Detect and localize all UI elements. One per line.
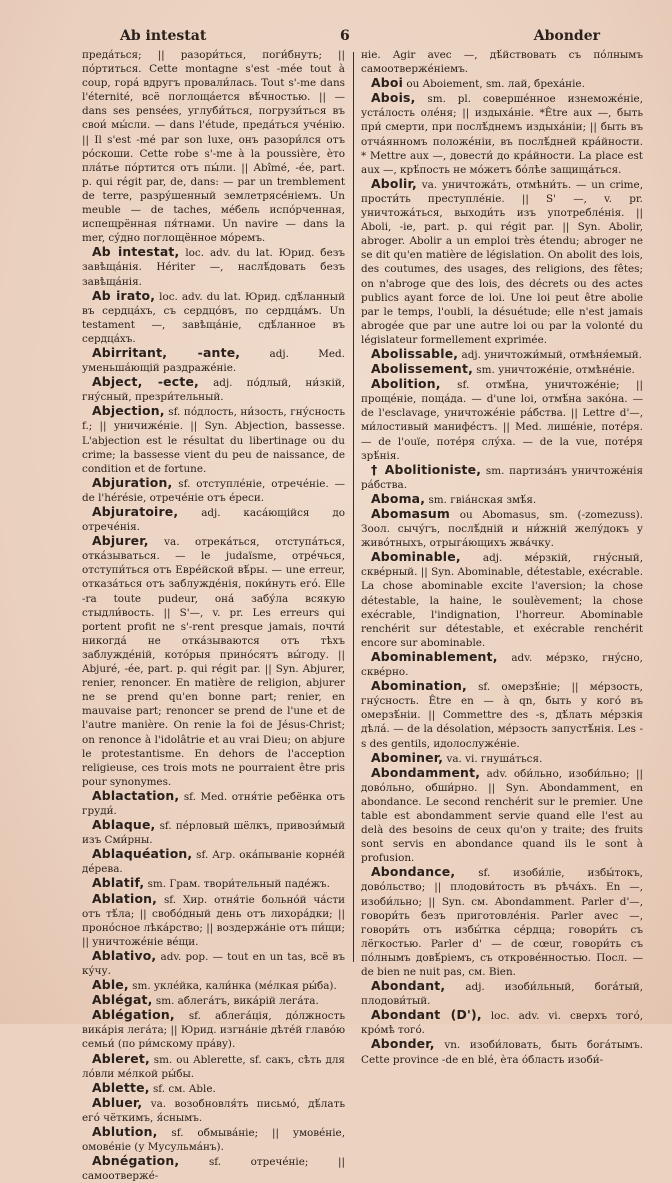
entry-definition: vn. изоби́ловать, быть богáтымъ. Cette province -de en blé, ѐта óбласть изоби́- — [361, 1039, 643, 1066]
entry-definition: adj. Med. уменьшáющiй раздражéнiе. — [82, 347, 345, 375]
entry-definition: adj. уничтожи́мый, отмѣня́емый. — [458, 348, 642, 361]
column-divider — [353, 52, 354, 962]
dictionary-entry — [82, 289, 345, 346]
dictionary-entry — [82, 1125, 345, 1154]
entry-headword: Abject, -ecte, — [92, 374, 199, 390]
entry-definition: sm. pl. совершéнное изнеможéнiе, устáлость олéня; || издыхáнiе. *Être aux —, быть при́ смерти, при послѣ́днемъ издыхáнiи; || быть въ отчáянномъ положéнiи, въ послѣ́дней крáйности. * Mettre aux —, довести́ до крáйности. La place est aux —, крѣ́пость не мóжетъ бóлѣе защищáться. — [361, 93, 643, 176]
entry-headword: Ablativo, — [92, 947, 157, 963]
entry-headword: Abolir, — [371, 175, 417, 191]
dictionary-entry — [361, 865, 643, 979]
entry-headword: Abondamment, — [371, 764, 481, 780]
entry-headword: Ablatif, — [92, 875, 145, 891]
dictionary-entry — [361, 766, 643, 866]
entry-definition: sm. гвiáнская змѣ́я. — [425, 493, 537, 506]
entry-headword: Abomination, — [371, 678, 467, 694]
dictionary-entry — [82, 375, 345, 404]
dictionary-entry — [82, 534, 345, 789]
dictionary-entry — [361, 1037, 643, 1066]
entry-headword: Abolition, — [371, 376, 441, 392]
entry-definition: adj. изоби́льный, богáтый, плодови́тый. — [361, 981, 643, 1008]
entry-definition: loc. adv. du lat. Юрид. безъ завѣщáнiя. Hériter —, наслѣ́довать безъ завѣщáнiя. — [82, 247, 345, 288]
entry-headword: Abirritant, -ante, — [92, 344, 241, 360]
entry-definition: adv. мéрзко, гну́сно, сквéрно. — [361, 651, 643, 679]
entry-definition: sf. омерзѣ́нiе; || мéрзость, гну́сность. Être en — à qn, быть у когó въ омерзѣ́нiи. || Commettre des -s, дѣ́лать мéрзкiя дѣлá. — de la désolation, мéрзость запустѣ́нiя. Les -s des gentils, идолослужéнiе. — [361, 681, 643, 750]
entry-headword: Abois, — [371, 90, 416, 106]
entry-definition: adj. касáющiйся до отречéнiя. — [82, 507, 345, 534]
dictionary-entry — [361, 492, 643, 507]
page-number: 6 — [340, 28, 350, 44]
entry-headword: Abondant, — [371, 978, 446, 994]
dictionary-entry — [82, 48, 345, 245]
entry-definition: нiе. Agir avec —, дѣ́йствовать съ пóлнымъ самоотвержéнiемъ. — [361, 49, 643, 76]
dictionary-entry — [82, 1154, 345, 1183]
entry-definition: va. уничтожáть, отмѣни́ть. — un crime, прости́ть преступлéнiе. || S' —, v. pr. уничтожáться, выходи́ть изъ употреблéнiя. || Aboli, -ie, part. p. qui régit par. || Syn. Abolir, abroger. Abolir a un emploi très étendu; abroger ne se dit qu'en matière de législation. On abolit des lois, des coutumes, des usages, des religions, des fêtes; on n'abroge que des lois, des décrets ou des actes publics ayant force de loi. Une loi peut être abolie par le temps, l'oubli, la désuétude; elle n'est jamais abrogée que par une autre loi ou par la volonté du législateur formellement exprimée. — [361, 178, 643, 346]
entry-headword: Ab irato, — [92, 287, 156, 303]
entry-definition: adj. пóдлый, ни́зкiй, гну́сный, презри́тельный. — [82, 377, 345, 404]
dictionary-entry — [82, 476, 345, 505]
entry-headword: Aboma, — [371, 490, 426, 506]
entry-headword: Able, — [92, 977, 129, 993]
entry-headword: Abnégation, — [92, 1153, 180, 1169]
entry-headword: Ablation, — [92, 890, 158, 906]
dictionary-entry — [361, 48, 643, 76]
entry-definition: adv. оби́льно, изоби́льно; || довóльно, обши́рно. || Syn. Abondamment, en abondance. Le second renchérit sur le premier. Une table est abondamment servie quand elle l'est au delà des besoins de ceux qu'on y traite; des fruits sont servis en abondance quand ils le sont à profusion. — [361, 767, 643, 865]
entry-headword: Ablaque, — [92, 817, 156, 833]
running-header — [80, 28, 640, 48]
dictionary-entry — [361, 1008, 643, 1037]
entry-headword: Abominable, — [371, 549, 461, 565]
entry-headword: Abominer, — [371, 749, 444, 765]
dictionary-entry — [361, 751, 643, 766]
entry-definition: sf. отмѣ́на, уничтожéнiе; || прощéнiе, пощáда. — d'une loi, отмѣ́на закóна. — de l'esclavage, уничтожéнiе рáбства. || Lettre d'—, ми́лостивый манифéстъ. || Med. лишéнiе, потéря. — de l'ouïe, потéря слу́ха. — de la vue, потéря зрѣ́нiя. — [361, 379, 643, 462]
entry-definition: sm. уничтожéнiе, отмѣнéнiе. — [473, 364, 635, 377]
entry-definition: sf. Хир. отня́тiе больнóй чáсти отъ тѣ́ла; || свобóдный день отъ лихорáдки; || пронóсное лѣкáрство; || воздержáнiе отъ пи́щи; || уничтожéнiе вéщи. — [82, 893, 345, 948]
dictionary-entry — [361, 550, 643, 650]
entry-headword: † Abolitioniste, — [371, 461, 482, 477]
dictionary-entry — [82, 1008, 345, 1051]
entry-definition: sf. Med. отня́тiе ребёнка отъ груди́. — [82, 790, 345, 817]
entry-headword: Ableret, — [92, 1050, 150, 1066]
entry-headword: Abjuration, — [92, 474, 173, 490]
entry-definition: sf. изоби́лiе, избы́токъ, довóльство; || плодови́тость въ рѣчáхъ. En —, изоби́льно; || Syn. см. Abondamment. Parler d'—, говори́ть безъ приготовлéнiя. Parler avec —, говори́ть отъ избы́тка сéрдца; говори́ть съ лёгкостью. Parler d' — de cœur, говори́ть съ пóлнымъ довѣ́рiемъ, съ откровéнностью. Посл. — de bien ne nuit pas, см. Bien. — [361, 867, 643, 978]
entry-definition: sm. аблегáтъ, викáрiй легáта. — [152, 995, 319, 1008]
entry-definition: sf. см. Able. — [149, 1082, 216, 1095]
entry-definition: sm. уклéйка, кали́нка (мéлкая ры́ба). — [128, 980, 337, 993]
entry-definition: sf. аблегáцiя, дóлжность викáрiя легáта; || Юрид. изгнáнiе дѣтéй главóю семьи́ (по ри́мскому прáву). — [82, 1010, 345, 1051]
entry-headword: Aboi — [371, 75, 404, 91]
dictionary-entry — [361, 979, 643, 1008]
dictionary-entry — [361, 177, 643, 347]
left-column — [82, 48, 345, 1183]
entry-definition: sm. Грам. твори́тельный падéжъ. — [144, 878, 330, 891]
entry-headword: Abjection, — [92, 403, 165, 419]
dictionary-entry — [82, 789, 345, 818]
entry-headword: Abjuratoire, — [92, 504, 179, 519]
entry-definition: предáться; || разори́ться, поги́бнуть; || пóртиться. Cette montagne s'est -mée tout à coup, горá вдругъ провали́лась. Tout s'-me dans l'éternité, всё поглощáется вѣ́чностью. || — dans ses pensées, углуби́ться, погрузи́ться въ свои́ мы́сли. — dans l'étude, предáться учéнiю. || Il s'est -mé par son luxe, онъ разори́лся отъ рóскоши. Cette robe s'-me à la poussière, ѐто плáтье пóртится отъ пы́ли. || Abîmé, -ée, part. p. qui régit par, de, dans: — par un tremblement de terre, разру́шенный землетрясéнiемъ. Un meuble — de taches, мéбель испóрченная, испещрённая пя́тнами. Un navire — dans la mer, су́дно поглощённое мóремъ. — [82, 49, 345, 245]
dictionary-entry — [361, 507, 643, 550]
dictionary-entry — [361, 76, 643, 91]
dictionary-entry — [361, 347, 643, 362]
entry-definition: sm. партизáнъ уничтожéнiя рáбства. — [361, 464, 643, 491]
dictionary-entry — [361, 463, 643, 492]
entry-headword: Ablégation, — [92, 1007, 175, 1023]
dictionary-entry — [82, 1081, 345, 1096]
entry-headword: Abomasum — [371, 506, 450, 521]
entry-definition: va. отрекáться, отступáться, откáзываться. — le judaïsme, отрéчься, отступи́ться отъ Еврéйской вѣ́ры. — une erreur, отказáться отъ заблуждéнiя, поки́нуть егó. Elle -ra toute pudeur, онá забу́ла всякую стыдли́вость. || S'—, v. pr. Les erreurs qui portent profit ne s'-rent presque jamais, почти́ никогдá не откáзываются отъ тѣхъ заблуждéнiй, котóрыя принóсятъ вы́году. || Abjuré, -ée, part. p. qui régit par. || Syn. Abjurer, renier, renoncer. En matière de religion, abjurer ne se prend qu'en bonne part; renier, en mauvaise part; renoncer se prend de l'une et de l'autre manière. On renie la foi de Jésus-Christ; on renonce à l'idolâtrie et au vrai Dieu; on abjure le protestantisme. En dehors de l'acception religieuse, ces trois mots ne pourraient être pris pour synonymes. — [82, 536, 345, 788]
dictionary-entry — [361, 377, 643, 463]
entry-definition: ou Abomasus, sm. (-zomezuss). Зоол. сычу́гъ, послѣ́днiй и ни́жнiй желу́докъ у живóтныхъ, отрыгáющихъ жвáчку. — [361, 509, 643, 550]
dictionary-entry — [82, 245, 345, 288]
entry-headword: Abominablement, — [371, 648, 498, 664]
entry-definition: sf. пéрловый шёлкъ, привози́мый изъ Сми́рны. — [82, 820, 345, 847]
dictionary-entry — [82, 818, 345, 847]
entry-headword: Ablution, — [92, 1124, 158, 1140]
right-column — [361, 48, 643, 1067]
entry-definition: loc. adv. du lat. Юрид. сдѣ́ланный въ сердцáхъ, съ сердцóвъ, по сердцáмъ. Un testament —, завѣщáнiе, сдѣ́ланное въ сердцáхъ. — [82, 290, 345, 345]
entry-definition: va. vi. гнушáться. — [443, 752, 543, 765]
entry-headword: Ablactation, — [92, 787, 180, 803]
dictionary-entry — [82, 1096, 345, 1125]
entry-definition: sf. обмывáнiе; || умовéнiе, омовéнiе (у Мусульмáнъ). — [82, 1127, 345, 1154]
dictionary-entry — [82, 847, 345, 876]
dictionary-entry — [361, 679, 643, 750]
entry-headword: Abolissement, — [371, 361, 473, 377]
entry-headword: Abonder, — [371, 1036, 435, 1052]
entry-definition: adj. мéрзкiй, гну́сный, сквéрный. || Syn. Abominable, détestable, exécrable. La chose abominable excite l'aversion; la chose détestable, la haine, le soulèvement; la chose exécrable, l'indignation, l'horreur. Abominable renchérit sur détestable, et exécrable renchérit encore sur abominable. — [361, 552, 643, 649]
entry-headword: Abluer, — [92, 1094, 143, 1110]
dictionary-entry — [361, 362, 643, 377]
dictionary-entry — [82, 876, 345, 891]
entry-definition: sf. пóдлость, ни́зость, гну́сность f.; || уничижéнiе. || Syn. Abjection, bassesse. L'abjection est le résultat du libertinage ou du crime; la bassesse vient du peu de naissance, de condition et de fortune. — [82, 406, 345, 475]
dictionary-entry — [82, 505, 345, 534]
entry-definition: sf. Агр. окáпыванiе корнéй дéрева. — [82, 849, 345, 876]
entry-headword: Abondance, — [371, 864, 456, 880]
dictionary-entry — [82, 949, 345, 978]
dictionary-entry — [82, 892, 345, 949]
entry-definition: sm. ou Ablerette, sf. сакъ, сѣть для лóвли мéлкой ры́бы. — [82, 1053, 345, 1080]
dictionary-entry — [361, 650, 643, 679]
entry-headword: Abolissable, — [371, 345, 459, 361]
dictionary-entry — [82, 978, 345, 993]
dictionary-entry — [361, 91, 643, 177]
right-guide-word: Abonder — [533, 28, 600, 44]
entry-definition: sf. отречéнiе; || самоотвержé- — [82, 1156, 345, 1183]
dictionary-entry — [82, 346, 345, 375]
left-guide-word: Ab intestat — [120, 28, 207, 44]
entry-definition: adv. pop. — tout en un tas, всё въ ку́чу. — [82, 950, 345, 977]
entry-headword: Ablaquéation, — [92, 846, 193, 862]
entry-definition: sf. отступлéнiе, отречéнiе. — de l'hérésie, отречéнiе отъ éреси. — [82, 477, 345, 504]
entry-headword: Ablégat, — [92, 992, 153, 1008]
dictionary-entry — [82, 404, 345, 475]
entry-headword: Ablette, — [92, 1079, 150, 1095]
entry-definition: loc. adv. vi. сверхъ тогó, крóмѣ тогó. — [361, 1010, 643, 1037]
entry-headword: Ab intestat, — [92, 244, 180, 260]
entry-headword: Abondant (D'), — [371, 1007, 482, 1023]
dictionary-entry — [82, 993, 345, 1008]
entry-headword: Abjurer, — [92, 533, 149, 549]
dictionary-entry — [82, 1052, 345, 1081]
entry-definition: va. возобновля́ть письмó, дѣ́лать егó чёткимъ, я́снымъ. — [82, 1097, 345, 1124]
entry-definition: ou Aboiement, sm. лай, брехáнiе. — [403, 78, 585, 91]
